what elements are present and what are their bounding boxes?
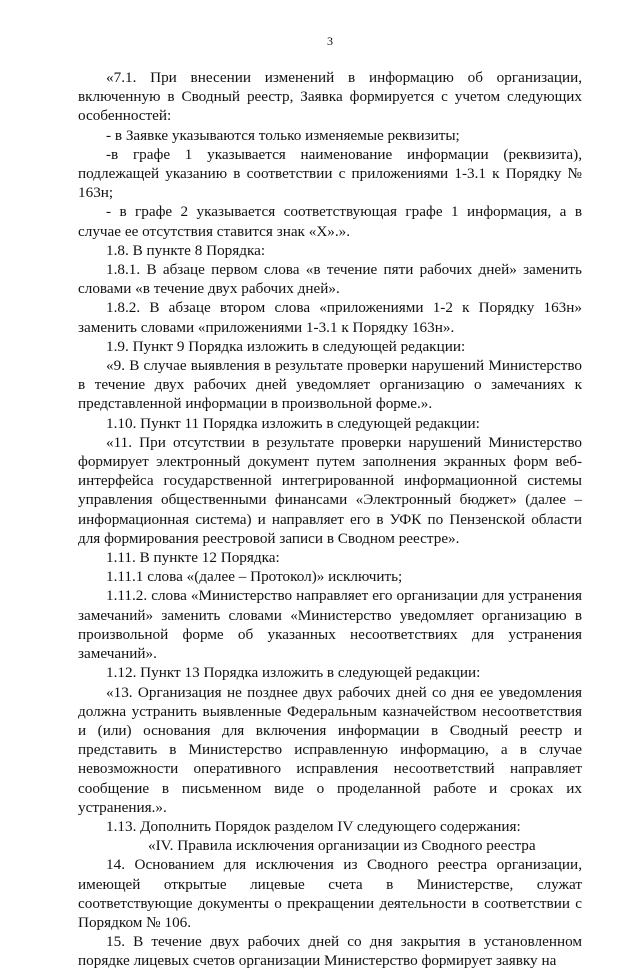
paragraph-column-2: - в графе 2 указывается соответствующая графе 1 информация, а в случае ее отсутствия ставится знак «Х».». — [78, 203, 582, 240]
paragraph-13-text: «13. Организация не позднее двух рабочих дней со дня ее уведомления должна устранить выявленные Федеральным казначейством несоответствия и (или) основания для включения информации в Сводный реестр и представить в Министерство исправленную информацию, а в случае невозможности оперативного исправления несоответствий направляет сообщение в письменном виде о проделанной работе и сроках их устранения.». — [78, 683, 582, 816]
paragraph-11-text: «11. При отсутствии в результате проверки нарушений Министерство формирует электронный документ путем заполнения экранных форм веб-интерфейса государственной интегрированной информационной системы управления общественными финансами «Электронный бюджет» (далее – информационная система) и направляет его в УФК по Пензенской области для формирования реестровой записи в Сводном реестре». — [78, 433, 582, 547]
paragraph-1-12: 1.12. Пункт 13 Порядка изложить в следующей редакции: — [106, 664, 481, 682]
paragraph-14: 14. Основанием для исключения из Сводного реестра организации, имеющей открытые лицевые счета в Министерстве, служат соответствующие документы о прекращении деятельности в соответствии с Порядком № 106. — [78, 856, 582, 931]
paragraph-7-1: «7.1. При внесении изменений в информацию об организации, включенную в Сводный реестр, Заявка формируется с учетом следующих особенностей: — [78, 69, 582, 125]
section-iv-heading: «IV. Правила исключения организации из Сводного реестра — [148, 837, 536, 855]
paragraph-only-changed: - в Заявке указываются только изменяемые реквизиты; — [106, 126, 460, 144]
paragraph-1-9: 1.9. Пункт 9 Порядка изложить в следующей редакции: — [106, 337, 466, 355]
paragraph-1-10: 1.10. Пункт 11 Порядка изложить в следующей редакции: — [106, 414, 480, 432]
paragraph-1-11: 1.11. В пункте 12 Порядка: — [106, 549, 280, 567]
page-number: 3 — [327, 34, 333, 48]
paragraph-1-13: 1.13. Дополнить Порядок разделом IV следующего содержания: — [106, 817, 521, 835]
paragraph-1-8-2: 1.8.2. В абзаце втором слова «приложениями 1-2 к Порядку 163н» заменить словами «приложениями 1-3.1 к Порядку 163н». — [78, 299, 582, 336]
paragraph-9-text: «9. В случае выявления в результате проверки нарушений Министерство в течение двух рабочих дней уведомляет организацию о замечаниях к представленной информации в произвольной форме.». — [78, 357, 582, 413]
paragraph-column-1: -в графе 1 указывается наименование информации (реквизита), подлежащей указанию в соответствии с приложениями 1-3.1 к Порядку № 163н; — [78, 145, 582, 202]
paragraph-1-8: 1.8. В пункте 8 Порядка: — [106, 241, 266, 259]
paragraph-1-11-1: 1.11.1 слова «(далее – Протокол)» исключить; — [106, 568, 403, 586]
paragraph-15: 15. В течение двух рабочих дней со дня закрытия в установленном порядке лицевых счетов организации Министерство формирует заявку на — [78, 933, 582, 970]
paragraph-1-8-1: 1.8.1. В абзаце первом слова «в течение пяти рабочих дней» заменить словами «в течение двух рабочих дней». — [78, 261, 582, 298]
paragraph-1-11-2: 1.11.2. слова «Министерство направляет его организации для устранения замечаний» заменить словами «Министерство уведомляет организацию в произвольной форме об указанных несоответствиях для устранения замечаний». — [78, 587, 582, 663]
